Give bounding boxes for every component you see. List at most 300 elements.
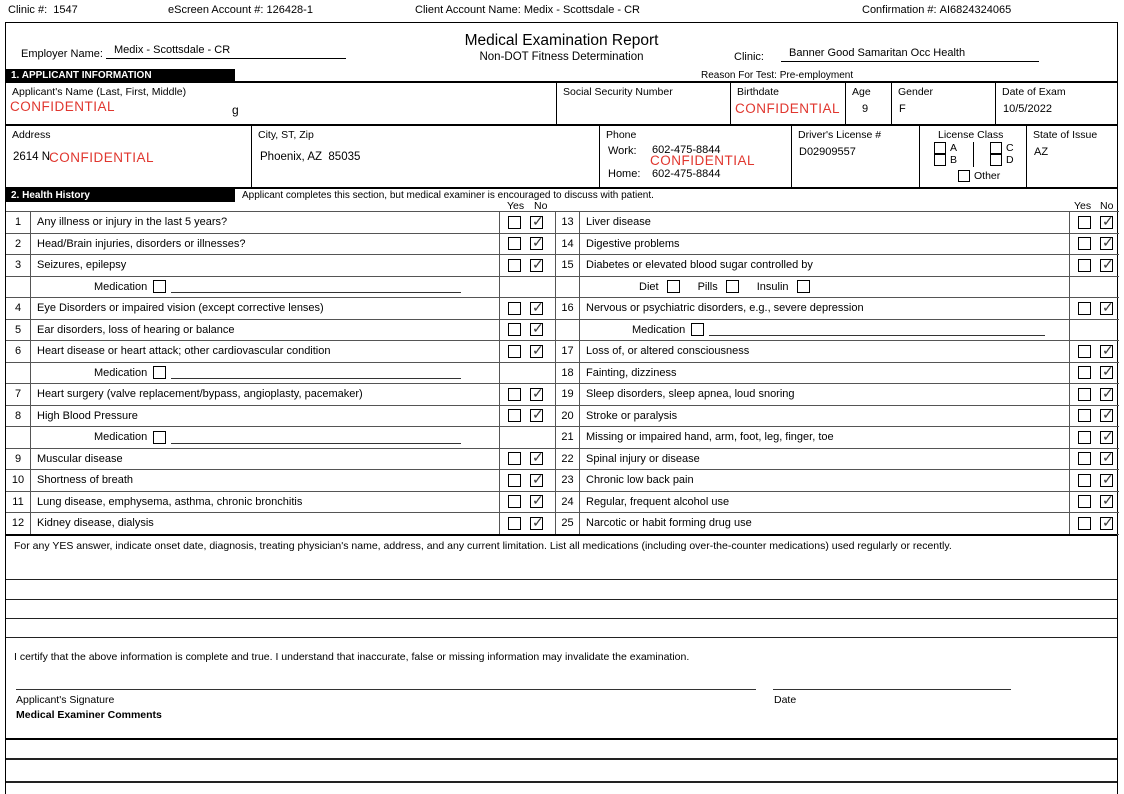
- question-row: [556, 234, 1119, 256]
- yes-checkbox[interactable]: [508, 237, 521, 250]
- question-number: 2: [6, 234, 31, 255]
- ssn-cell[interactable]: [556, 83, 730, 124]
- question-row: [6, 492, 555, 514]
- question-body: [31, 470, 500, 491]
- medication-blank-line[interactable]: [171, 366, 461, 379]
- drivers-license-label: Driver's License #: [798, 129, 882, 141]
- birthdate-label: Birthdate: [737, 86, 780, 98]
- yes-checkbox[interactable]: [1078, 474, 1091, 487]
- answer-checkboxes: [1070, 341, 1119, 362]
- answer-checkboxes: [1070, 277, 1119, 298]
- no-checkbox[interactable]: [530, 384, 544, 401]
- answer-checkboxes: [1070, 513, 1119, 534]
- sub-row: [6, 427, 555, 449]
- gender-value: F: [899, 103, 906, 115]
- checkmark-icon: ✓: [1102, 212, 1114, 229]
- no-checkbox[interactable]: [1100, 363, 1114, 380]
- no-checkbox[interactable]: [530, 470, 544, 487]
- question-row: [6, 255, 555, 277]
- employer-name-field[interactable]: Medix - Scottsdale - CR: [106, 44, 346, 59]
- question-text: Head/Brain injuries, disorders or illnesses?: [37, 237, 246, 250]
- yes-checkbox[interactable]: [1078, 366, 1091, 379]
- question-body: [580, 449, 1070, 470]
- section1-heading: 1. APPLICANT INFORMATION: [6, 69, 235, 82]
- checkmark-icon: ✓: [532, 384, 544, 401]
- license-class-other-checkbox[interactable]: [958, 170, 970, 182]
- answer-checkboxes: [500, 363, 555, 384]
- question-body: [580, 298, 1070, 319]
- question-text: Spinal injury or disease: [586, 452, 700, 465]
- question-row: [6, 449, 555, 471]
- insulin-label: Insulin: [756, 280, 789, 293]
- no-checkbox[interactable]: [530, 513, 544, 530]
- pills-option: [698, 280, 739, 293]
- question-text: Seizures, epilepsy: [37, 259, 127, 272]
- checkmark-icon: ✓: [532, 406, 544, 423]
- question-number: 23: [556, 470, 580, 491]
- no-checkbox[interactable]: [530, 406, 544, 423]
- question-text: Heart disease or heart attack; other cardiovascular condition: [37, 345, 331, 358]
- question-number: [6, 427, 31, 448]
- question-number: [6, 363, 31, 384]
- yes-checkbox[interactable]: [1078, 409, 1091, 422]
- question-number: 22: [556, 449, 580, 470]
- question-body: [580, 513, 1070, 534]
- question-body: [580, 320, 1070, 341]
- diet-option: [639, 280, 680, 293]
- state-of-issue-cell[interactable]: [1026, 126, 1118, 187]
- question-text: Ear disorders, loss of hearing or balance: [37, 323, 235, 336]
- medication-blank-line[interactable]: [709, 323, 1045, 336]
- question-number: 17: [556, 341, 580, 362]
- date-label: Date: [774, 694, 797, 706]
- no-checkbox[interactable]: [530, 234, 544, 251]
- question-text: Chronic low back pain: [586, 474, 694, 487]
- no-checkbox[interactable]: [1100, 449, 1114, 466]
- question-body: [31, 212, 500, 233]
- no-checkbox[interactable]: [1100, 513, 1114, 530]
- gender-label: Gender: [898, 86, 934, 98]
- yes-checkbox[interactable]: [1078, 237, 1091, 250]
- question-number: 7: [6, 384, 31, 405]
- checkmark-icon: ✓: [1102, 470, 1114, 487]
- answer-checkboxes: [500, 406, 555, 427]
- license-class-divider: [973, 142, 974, 167]
- age-label: Age: [852, 86, 871, 98]
- sub-row: [556, 277, 1119, 299]
- question-text: Lung disease, emphysema, asthma, chronic bronchitis: [37, 495, 303, 508]
- drivers-license-cell[interactable]: [791, 126, 919, 187]
- yes-checkbox[interactable]: [508, 216, 521, 229]
- phone-cell[interactable]: [599, 126, 791, 187]
- city-cell[interactable]: [251, 126, 599, 187]
- question-number: 21: [556, 427, 580, 448]
- question-text: Sleep disorders, sleep apnea, loud snoring: [586, 388, 795, 401]
- checkmark-icon: ✓: [532, 320, 544, 337]
- checkmark-icon: ✓: [1102, 384, 1114, 401]
- comment-line[interactable]: [6, 579, 1117, 580]
- comment-line[interactable]: [6, 758, 1117, 760]
- answer-checkboxes: [1070, 492, 1119, 513]
- work-label: Work:: [608, 145, 637, 157]
- question-body: [31, 255, 500, 276]
- question-body: [31, 341, 500, 362]
- medication-label: Medication: [94, 280, 148, 293]
- question-text: Fainting, dizziness: [586, 366, 677, 379]
- yes-answer-instructions: For any YES answer, indicate onset date, diagnosis, treating physician's name, address, and any current limitation. List all medications (including over-the-counter medications) used regularly or recently.: [14, 540, 952, 552]
- question-row: [556, 449, 1119, 471]
- checkmark-icon: ✓: [1102, 234, 1114, 251]
- question-number: 24: [556, 492, 580, 513]
- no-checkbox[interactable]: [1100, 255, 1114, 272]
- question-number: 16: [556, 298, 580, 319]
- question-row: [556, 255, 1119, 277]
- medical-exam-form: [5, 22, 1118, 794]
- home-phone-value: 602-475-8844: [652, 168, 721, 180]
- no-checkbox[interactable]: [1100, 384, 1114, 401]
- license-class-cell: [919, 126, 1026, 187]
- question-body: [580, 470, 1070, 491]
- question-body: [31, 513, 500, 534]
- question-number: 5: [6, 320, 31, 341]
- applicant-name-extra: g: [232, 103, 239, 117]
- checkmark-icon: ✓: [1102, 341, 1114, 358]
- no-checkbox[interactable]: [1100, 406, 1114, 423]
- question-body: [31, 384, 500, 405]
- license-class-c-label: C: [1006, 142, 1014, 154]
- question-body: [580, 384, 1070, 405]
- question-row: [6, 212, 555, 234]
- license-class-a-checkbox[interactable]: [934, 142, 946, 154]
- state-of-issue-label: State of Issue: [1033, 129, 1098, 141]
- yes-checkbox[interactable]: [1078, 216, 1091, 229]
- birthdate-cell[interactable]: [730, 83, 845, 124]
- question-number: [6, 277, 31, 298]
- question-row: [556, 470, 1119, 492]
- answer-checkboxes: [1070, 212, 1119, 233]
- question-row: [556, 492, 1119, 514]
- question-body: [580, 277, 1070, 298]
- question-number: 9: [6, 449, 31, 470]
- yes-column-header-left: Yes: [507, 200, 525, 212]
- health-history-left-column: [6, 211, 555, 535]
- ssn-label: Social Security Number: [563, 86, 673, 98]
- question-row: [556, 427, 1119, 449]
- clinic-label: Clinic:: [734, 51, 764, 63]
- no-checkbox[interactable]: [530, 492, 544, 509]
- no-checkbox[interactable]: [1100, 492, 1114, 509]
- question-text: Loss of, or altered consciousness: [586, 345, 750, 358]
- yes-checkbox[interactable]: [1078, 517, 1091, 530]
- checkmark-icon: ✓: [1102, 298, 1114, 315]
- question-number: [556, 320, 580, 341]
- question-body: [580, 341, 1070, 362]
- applicant-signature-label: Applicant's Signature: [16, 694, 115, 706]
- question-number: 18: [556, 363, 580, 384]
- question-body: [31, 298, 500, 319]
- yes-checkbox[interactable]: [508, 323, 521, 336]
- yes-checkbox[interactable]: [1078, 495, 1091, 508]
- comment-line[interactable]: [6, 599, 1117, 600]
- license-class-b-checkbox[interactable]: [934, 154, 946, 166]
- license-class-c-checkbox[interactable]: [990, 142, 1002, 154]
- answer-checkboxes: [500, 470, 555, 491]
- license-class-d-checkbox[interactable]: [990, 154, 1002, 166]
- answer-checkboxes: [500, 492, 555, 513]
- question-number: 3: [6, 255, 31, 276]
- address-label: Address: [12, 129, 51, 141]
- drivers-license-value: D02909557: [799, 146, 856, 158]
- answer-checkboxes: [1070, 470, 1119, 491]
- question-text: Eye Disorders or impaired vision (except corrective lenses): [37, 302, 324, 315]
- question-number: 14: [556, 234, 580, 255]
- question-row: [556, 406, 1119, 428]
- yes-checkbox[interactable]: [508, 259, 521, 272]
- age-value: 9: [862, 103, 869, 115]
- sub-row: [6, 277, 555, 299]
- yes-checkbox[interactable]: [508, 474, 521, 487]
- question-row: [6, 384, 555, 406]
- answer-checkboxes: [500, 513, 555, 534]
- no-checkbox[interactable]: [530, 341, 544, 358]
- no-column-header-left: No: [534, 200, 548, 212]
- question-text: Narcotic or habit forming drug use: [586, 517, 752, 530]
- question-text: High Blood Pressure: [37, 409, 138, 422]
- question-row: [556, 513, 1119, 535]
- checkmark-icon: ✓: [1102, 363, 1114, 380]
- checkmark-icon: ✓: [1102, 492, 1114, 509]
- insulin-checkbox[interactable]: [797, 280, 810, 293]
- pills-checkbox[interactable]: [726, 280, 739, 293]
- question-row: [6, 298, 555, 320]
- gender-cell[interactable]: [891, 83, 995, 124]
- medication-checkbox[interactable]: [153, 431, 166, 444]
- question-row: [556, 363, 1119, 385]
- city-label: City, ST, Zip: [258, 129, 314, 141]
- medication-label: Medication: [632, 323, 686, 336]
- home-label: Home:: [608, 168, 641, 180]
- question-row: [6, 234, 555, 256]
- question-row: [6, 406, 555, 428]
- yes-checkbox[interactable]: [1078, 259, 1091, 272]
- answer-checkboxes: [1070, 320, 1119, 341]
- question-text: Any illness or injury in the last 5 years?: [37, 216, 228, 229]
- answer-checkboxes: [1070, 406, 1119, 427]
- question-body: [31, 449, 500, 470]
- sub-row: [556, 320, 1119, 342]
- answer-checkboxes: [1070, 449, 1119, 470]
- question-text: Heart surgery (valve replacement/bypass, angioplasty, pacemaker): [37, 388, 363, 401]
- insulin-option: [757, 280, 810, 293]
- question-number: 25: [556, 513, 580, 534]
- escreen-account: eScreen Account #: 126428-1: [168, 4, 313, 16]
- health-history-right-column: [555, 211, 1119, 535]
- question-row: [6, 320, 555, 342]
- question-text: Liver disease: [586, 216, 651, 229]
- no-checkbox[interactable]: [1100, 212, 1114, 229]
- checkmark-icon: ✓: [532, 449, 544, 466]
- comment-line[interactable]: [6, 618, 1117, 619]
- question-body: [31, 277, 500, 298]
- question-row: [556, 341, 1119, 363]
- license-class-a-label: A: [950, 142, 958, 154]
- answer-checkboxes: [500, 212, 555, 233]
- question-row: [556, 298, 1119, 320]
- certification-statement: I certify that the above information is complete and true. I understand that inaccurate, false or missing information may invalidate the examination.: [14, 651, 690, 663]
- question-text: Nervous or psychiatric disorders, e.g., severe depression: [586, 302, 864, 315]
- yes-column-header-right: Yes: [1074, 200, 1092, 212]
- checkmark-icon: ✓: [1102, 406, 1114, 423]
- yes-checkbox[interactable]: [1078, 431, 1091, 444]
- address-cell[interactable]: [6, 126, 251, 187]
- question-body: [580, 212, 1070, 233]
- checkmark-icon: ✓: [532, 234, 544, 251]
- question-body: [31, 427, 500, 448]
- no-checkbox[interactable]: [1100, 298, 1114, 315]
- question-body: [580, 234, 1070, 255]
- document-meta-line: [0, 4, 1124, 20]
- checkmark-icon: ✓: [532, 212, 544, 229]
- answer-checkboxes: [1070, 427, 1119, 448]
- question-number: [556, 277, 580, 298]
- question-number: 10: [6, 470, 31, 491]
- license-class-d-label: D: [1006, 154, 1014, 166]
- question-number: 6: [6, 341, 31, 362]
- question-body: [580, 363, 1070, 384]
- address-redacted: CONFIDENTIAL: [49, 150, 155, 165]
- yes-checkbox[interactable]: [1078, 388, 1091, 401]
- medication-blank-line[interactable]: [171, 431, 461, 444]
- checkmark-icon: ✓: [532, 470, 544, 487]
- question-text: Diabetes or elevated blood sugar controlled by: [586, 259, 813, 272]
- answer-checkboxes: [500, 341, 555, 362]
- question-text: Stroke or paralysis: [586, 409, 678, 422]
- answer-checkboxes: [500, 255, 555, 276]
- no-checkbox[interactable]: [1100, 427, 1114, 444]
- question-body: [580, 427, 1070, 448]
- question-row: [6, 470, 555, 492]
- age-cell[interactable]: [845, 83, 891, 124]
- applicant-name-cell[interactable]: [6, 83, 556, 124]
- question-row: [556, 212, 1119, 234]
- date-line[interactable]: [773, 689, 1011, 690]
- reason-for-test: Reason For Test: Pre-employment: [701, 70, 854, 81]
- diet-checkbox[interactable]: [667, 280, 680, 293]
- yes-checkbox[interactable]: [1078, 302, 1091, 315]
- yes-checkbox[interactable]: [1078, 345, 1091, 358]
- question-body: [580, 406, 1070, 427]
- answer-checkboxes: [500, 427, 555, 448]
- question-text: Kidney disease, dialysis: [37, 517, 154, 530]
- yes-checkbox[interactable]: [508, 452, 521, 465]
- license-class-label: License Class: [938, 129, 1004, 141]
- no-checkbox[interactable]: [530, 449, 544, 466]
- question-text: Missing or impaired hand, arm, foot, leg, finger, toe: [586, 431, 834, 444]
- clinic-field[interactable]: Banner Good Samaritan Occ Health: [781, 47, 1039, 62]
- no-checkbox[interactable]: [530, 212, 544, 229]
- question-number: 1: [6, 212, 31, 233]
- checkmark-icon: ✓: [1102, 513, 1114, 530]
- state-of-issue-value: AZ: [1034, 146, 1049, 158]
- no-checkbox[interactable]: [1100, 470, 1114, 487]
- question-number: 11: [6, 492, 31, 513]
- question-row: [6, 341, 555, 363]
- answer-checkboxes: [1070, 255, 1119, 276]
- medication-checkbox[interactable]: [691, 323, 704, 336]
- question-body: [31, 406, 500, 427]
- medication-label: Medication: [94, 431, 148, 444]
- question-number: 20: [556, 406, 580, 427]
- phone-label: Phone: [606, 129, 637, 141]
- question-number: 13: [556, 212, 580, 233]
- license-class-other-label: Other: [974, 170, 1001, 182]
- sub-row: [6, 363, 555, 385]
- question-body: [580, 255, 1070, 276]
- address-value: 2614 N: [13, 151, 51, 163]
- pills-label: Pills: [697, 280, 718, 293]
- section2-note: Applicant completes this section, but medical examiner is encouraged to discuss with patient.: [242, 190, 654, 201]
- question-body: [580, 492, 1070, 513]
- checkmark-icon: ✓: [1102, 449, 1114, 466]
- license-class-b-label: B: [950, 154, 958, 166]
- question-number: 19: [556, 384, 580, 405]
- exam-date-label: Date of Exam: [1002, 86, 1066, 98]
- employer-name-label: Employer Name:: [21, 48, 103, 60]
- yes-checkbox[interactable]: [508, 517, 521, 530]
- form-subtitle: Non-DOT Fitness Determination: [479, 51, 644, 63]
- checkmark-icon: ✓: [1102, 255, 1114, 272]
- question-text: Regular, frequent alcohol use: [586, 495, 730, 508]
- no-checkbox[interactable]: [1100, 341, 1114, 358]
- medication-checkbox[interactable]: [153, 366, 166, 379]
- yes-checkbox[interactable]: [508, 388, 521, 401]
- yes-checkbox[interactable]: [508, 495, 521, 508]
- yes-checkbox[interactable]: [508, 409, 521, 422]
- no-column-header-right: No: [1100, 200, 1114, 212]
- no-checkbox[interactable]: [530, 320, 544, 337]
- question-text: Muscular disease: [37, 452, 123, 465]
- answer-checkboxes: [500, 234, 555, 255]
- no-checkbox[interactable]: [530, 255, 544, 272]
- yes-checkbox[interactable]: [508, 302, 521, 315]
- medication-checkbox[interactable]: [153, 280, 166, 293]
- comment-line[interactable]: [6, 637, 1117, 638]
- checkmark-icon: ✓: [532, 492, 544, 509]
- phone-redacted: CONFIDENTIAL: [650, 153, 756, 168]
- checkmark-icon: ✓: [1102, 427, 1114, 444]
- medication-blank-line[interactable]: [171, 280, 461, 293]
- no-checkbox[interactable]: [1100, 234, 1114, 251]
- confirmation-number: Confirmation #: AI6824324065: [862, 4, 1012, 16]
- medication-label: Medication: [94, 366, 148, 379]
- exam-date-cell[interactable]: [995, 83, 1118, 124]
- city-value: Phoenix, AZ 85035: [260, 151, 361, 163]
- question-row: [6, 513, 555, 535]
- exam-date-value: 10/5/2022: [1003, 103, 1052, 115]
- comment-line[interactable]: [6, 781, 1117, 783]
- answer-checkboxes: [500, 449, 555, 470]
- answer-checkboxes: [500, 384, 555, 405]
- applicant-signature-line[interactable]: [16, 689, 756, 690]
- no-checkbox[interactable]: [530, 298, 544, 315]
- question-row: [556, 384, 1119, 406]
- question-body: [31, 320, 500, 341]
- checkmark-icon: ✓: [532, 513, 544, 530]
- birthdate-redacted: CONFIDENTIAL: [735, 101, 841, 116]
- yes-checkbox[interactable]: [1078, 452, 1091, 465]
- question-body: [31, 234, 500, 255]
- yes-checkbox[interactable]: [508, 345, 521, 358]
